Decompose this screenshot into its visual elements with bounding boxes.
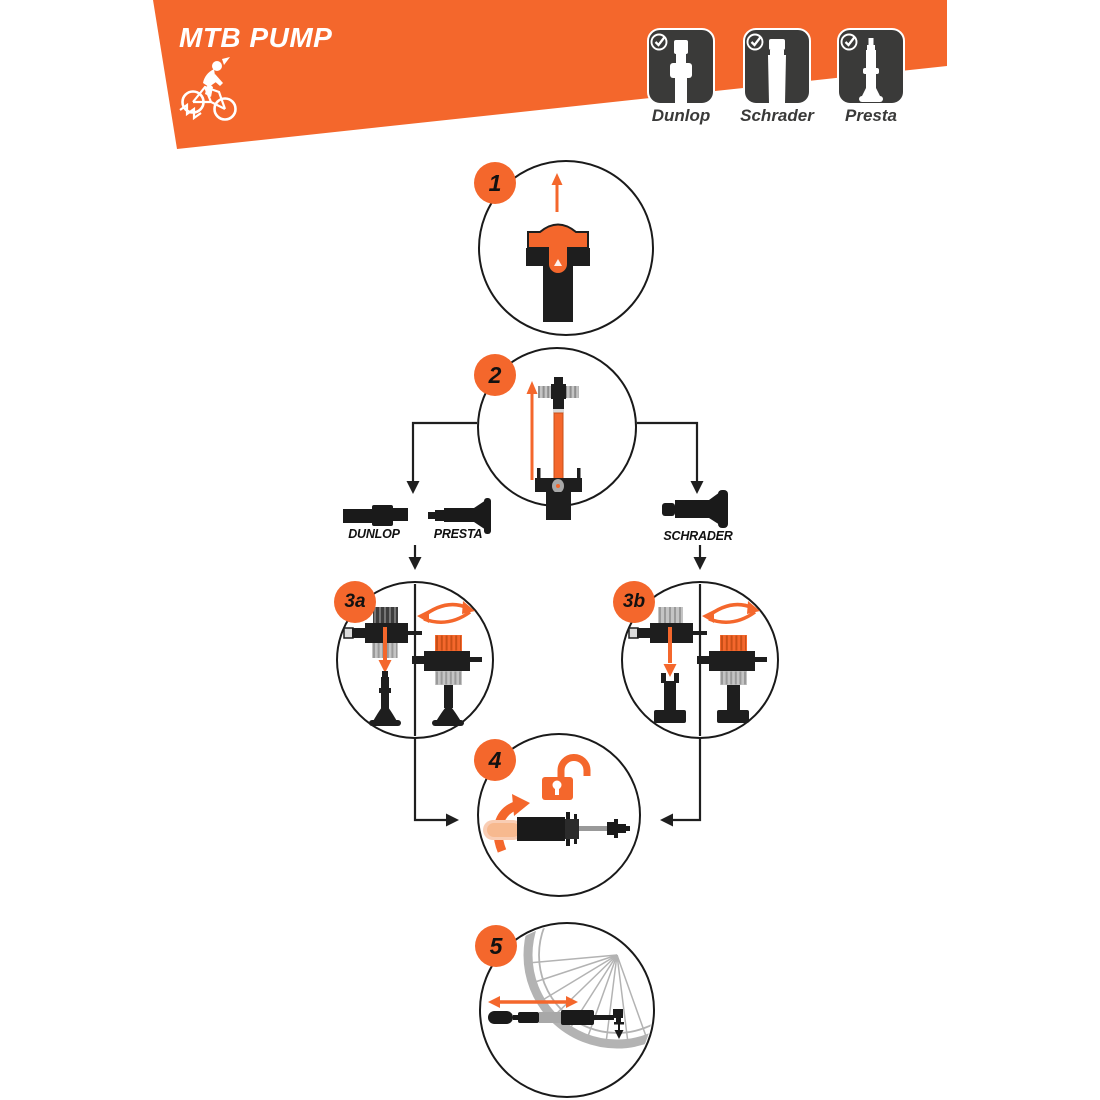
step-4-badge: 4 [474,739,516,781]
unlocked-padlock-icon [542,757,587,800]
valve-label-schrader: Schrader [740,106,814,125]
dunlop-valve-side-icon [343,505,408,526]
schrader-valve [654,673,686,723]
step-1-badge: 1 [474,162,516,204]
presta-valve [369,671,401,726]
branch-label-dunlop: DUNLOP [348,527,400,541]
hand-pump [488,1009,624,1025]
valve-label-dunlop: Dunlop [651,106,711,125]
step-2-badge: 2 [474,354,516,396]
step-3b-badge: 3b [613,581,655,623]
branch-label-presta: PRESTA [433,527,483,541]
page-title: MTB PUMP [179,22,333,53]
branch-label-schrader: SCHRADER [663,529,733,543]
schrader-valve-side-icon [662,490,728,528]
step-5-badge: 5 [475,925,517,967]
valve-label-presta: Presta [845,106,897,125]
step-3a-badge: 3a [334,581,376,623]
